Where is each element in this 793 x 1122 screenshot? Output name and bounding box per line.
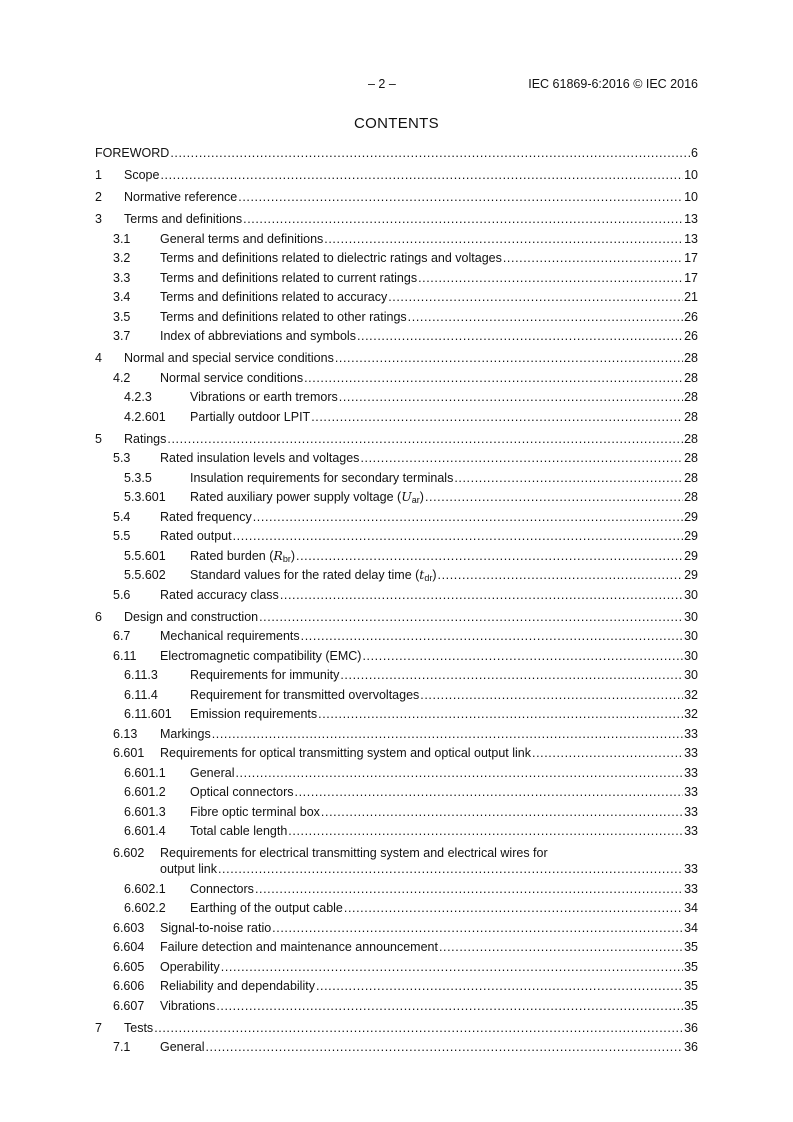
dot-leader (259, 609, 683, 625)
dot-leader (503, 250, 683, 266)
toc-entry-number: 6.13 (113, 726, 138, 741)
toc-entry-number: 3.1 (113, 231, 131, 246)
toc-entry[interactable] (95, 745, 698, 761)
toc-entry[interactable] (95, 409, 698, 425)
toc-entry-number: 6.602.2 (124, 901, 166, 915)
toc-entry-title: Rated frequency (160, 509, 252, 524)
toc-entry-number: 6.601.2 (124, 785, 166, 799)
toc-entry[interactable] (95, 845, 698, 877)
toc-entry-title: Rated insulation levels and voltages (160, 451, 360, 465)
dot-leader (304, 370, 683, 386)
dot-leader (418, 270, 683, 286)
toc-entry[interactable] (95, 270, 698, 286)
toc-entry[interactable] (95, 567, 698, 583)
toc-entry-page: 29 (684, 509, 698, 524)
symbol-subscript: dr (424, 573, 433, 583)
toc-entry[interactable] (95, 231, 698, 247)
dot-leader (167, 431, 683, 447)
dot-leader (362, 648, 683, 664)
toc-entry-title: Optical connectors (190, 785, 294, 799)
toc-entry[interactable] (95, 920, 698, 936)
toc-entry-number: 5.5.601 (124, 548, 166, 563)
dot-leader (233, 528, 684, 544)
toc-entry-page: 29 (684, 548, 698, 563)
toc-entry-page: 32 (684, 707, 698, 721)
toc-entry-number: 7 (95, 1020, 102, 1035)
toc-entry-page: 36 (684, 1040, 698, 1054)
toc-entry-number: 6.606 (113, 979, 145, 993)
dot-leader (296, 548, 683, 564)
toc-entry-page: 34 (684, 920, 698, 935)
toc-entry[interactable] (95, 939, 698, 955)
symbol: R (273, 547, 283, 563)
toc-entry-title: Mechanical requirements (160, 629, 300, 643)
dot-leader (170, 145, 690, 161)
dot-leader (221, 959, 683, 975)
toc-entry-page: 26 (684, 329, 698, 343)
dot-leader (238, 189, 683, 205)
toc-entry[interactable] (95, 823, 698, 839)
toc-entry-page: 28 (684, 490, 698, 504)
dot-leader (160, 167, 683, 183)
toc-entry-title: Insulation requirements for secondary terminals (190, 470, 454, 485)
symbol: U (401, 489, 412, 504)
dot-leader (339, 389, 683, 405)
dot-leader (344, 900, 683, 916)
toc-entry[interactable] (95, 167, 698, 183)
toc-entry-page: 33 (684, 765, 698, 780)
toc-entry-title: Connectors (190, 881, 254, 896)
toc-entry-page: 28 (684, 351, 698, 365)
toc-entry[interactable] (95, 804, 698, 820)
toc-entry[interactable] (95, 211, 698, 227)
toc-entry-title: Terms and definitions (124, 212, 243, 226)
toc-entry[interactable] (95, 587, 698, 603)
toc-entry-title: Rated burden $(R_{br})$ (190, 547, 295, 564)
toc-entry-title: Terms and definitions related to current ratings (160, 270, 418, 285)
toc-entry[interactable] (95, 765, 698, 781)
toc-entry-page: 34 (684, 901, 698, 915)
toc-entry-title: Requirements for immunity (190, 668, 340, 682)
toc-entry-number: 6 (95, 609, 102, 624)
toc-entry-title: Fibre optic terminal box (190, 804, 320, 819)
toc-entry-title: Partially outdoor LPIT (190, 409, 311, 424)
toc-entry-page: 28 (684, 451, 698, 465)
toc-entry-page: 33 (684, 824, 698, 838)
toc-entry[interactable] (95, 309, 698, 325)
toc-entry-number: 2 (95, 190, 102, 204)
toc-entry[interactable] (95, 350, 698, 366)
toc-entry-number: 6.602 (113, 846, 145, 860)
dot-leader (272, 920, 683, 936)
toc-entry-title: Design and construction (124, 609, 259, 624)
toc-entry-number: 5.3.601 (124, 490, 166, 504)
toc-entry-page: 17 (684, 251, 698, 265)
dot-leader (532, 745, 683, 761)
toc-entry-number: 5.5.602 (124, 568, 166, 582)
toc-entry-page: 17 (684, 270, 698, 285)
toc-entry-title: Standard values for the rated delay time $(t_{dr})$ (190, 567, 437, 583)
toc-entry-page: 33 (684, 726, 698, 741)
toc-entry-number: 6.604 (113, 940, 145, 954)
toc-entry-number: 5.6 (113, 587, 131, 602)
toc-entry-page: 29 (684, 529, 698, 543)
toc-entry-title: Normative reference (124, 190, 238, 204)
toc-entry-title: Signal-to-noise ratio (160, 920, 272, 935)
toc-entry-number: 6.602.1 (124, 881, 166, 896)
toc-entry-title: output link (160, 862, 217, 876)
toc-entry-number: 6.11 (113, 648, 137, 663)
toc-entry-page: 30 (684, 587, 698, 602)
toc-entry-title: Rated auxiliary power supply voltage $(U_{ar})$ (190, 489, 424, 505)
toc-entry-title: Rated output (160, 529, 232, 543)
toc-entry[interactable] (95, 328, 698, 344)
toc-entry-number: 6.11.3 (124, 668, 158, 682)
toc-entry[interactable] (95, 881, 698, 897)
toc-entry[interactable] (95, 509, 698, 525)
toc-entry[interactable] (95, 784, 698, 800)
toc-entry-page: 6 (691, 146, 698, 160)
dot-leader (280, 587, 683, 603)
dot-leader (235, 765, 683, 781)
dot-leader (324, 231, 683, 247)
toc-entry-number: 6.601 (113, 746, 145, 760)
toc-entry-title: Failure detection and maintenance announcement (160, 940, 438, 954)
toc-entry[interactable] (95, 687, 698, 703)
toc-entry[interactable] (95, 289, 698, 305)
toc-entry[interactable] (95, 667, 698, 683)
toc-entry-title: Requirements for optical transmitting system and optical output link (160, 746, 532, 760)
toc-entry-number: 4.2 (113, 370, 131, 385)
toc-entry-number: 3.3 (113, 270, 131, 285)
toc-entry-title: Requirement for transmitted overvoltages (190, 687, 420, 702)
toc-entry-page: 35 (684, 940, 698, 954)
toc-entry-title: Rated accuracy class (160, 587, 279, 602)
toc-entry[interactable] (95, 609, 698, 625)
toc-entry[interactable] (95, 145, 698, 161)
toc-entry-title: Terms and definitions related to dielectric ratings and voltages (160, 251, 502, 265)
dot-leader (255, 881, 683, 897)
dot-leader (295, 784, 684, 800)
dot-leader (218, 861, 683, 877)
dot-leader (335, 350, 683, 366)
toc-entry-number: 1 (95, 168, 102, 182)
toc-entry-number: 4 (95, 351, 102, 365)
toc-entry-title: Electromagnetic compatibility (EMC) (160, 648, 362, 663)
toc-entry[interactable] (95, 450, 698, 466)
dot-leader (340, 667, 683, 683)
symbol-subscript: ar (411, 495, 420, 505)
symbol: t (419, 567, 425, 582)
toc-entry[interactable] (95, 1020, 698, 1036)
toc-entry-number: 3.4 (113, 290, 131, 304)
toc-entry[interactable] (95, 726, 698, 742)
toc-entry-number: 6.601.1 (124, 765, 166, 780)
toc-entry-title: Index of abbreviations and symbols (160, 329, 356, 343)
toc-entry-number: 6.607 (113, 998, 145, 1013)
toc-entry-page: 28 (684, 409, 698, 424)
toc-entry[interactable] (95, 389, 698, 405)
toc-entry[interactable] (95, 1039, 698, 1055)
toc-entry-page: 30 (684, 609, 698, 624)
toc-entry-number: 5.3.5 (124, 470, 152, 485)
toc-entry-page: 26 (684, 309, 698, 324)
toc-entry[interactable] (95, 978, 698, 994)
toc-entry-title: General (160, 1040, 205, 1054)
toc-entry-page: 28 (684, 370, 698, 385)
toc-entry-number: 3.7 (113, 329, 131, 343)
dot-leader (420, 687, 683, 703)
toc-entry[interactable] (95, 548, 698, 564)
dot-leader (216, 998, 683, 1014)
toc-entry-number: 6.11.4 (124, 687, 158, 702)
toc-entry-page: 35 (684, 998, 698, 1013)
page-number: – 2 – (368, 77, 396, 91)
toc-entry-number: 5 (95, 431, 102, 446)
dot-leader (454, 470, 683, 486)
toc-entry-page: 30 (684, 668, 698, 682)
toc-entry-page: 29 (684, 568, 698, 582)
toc-entry-number: 5.5 (113, 529, 131, 543)
toc-entry[interactable] (95, 998, 698, 1014)
toc-entry-number: 3.5 (113, 309, 131, 324)
dot-leader (288, 823, 683, 839)
toc-entry-page: 30 (684, 629, 698, 643)
toc-entry-number: 6.11.601 (124, 707, 172, 721)
toc-entry-page: 33 (684, 746, 698, 760)
toc-entry-title: Operability (160, 959, 220, 974)
toc-entry-page: 28 (684, 390, 698, 404)
toc-entry-title: Markings (160, 726, 211, 741)
dot-leader (253, 509, 683, 525)
toc-entry-number: 6.7 (113, 629, 131, 643)
dot-leader (357, 328, 683, 344)
toc-entry-page: 28 (684, 431, 698, 446)
toc-entry-title: General terms and definitions (160, 231, 324, 246)
toc-entry-page: 35 (684, 979, 698, 993)
toc-entry-number: 5.3 (113, 451, 131, 465)
symbol-subscript: br (282, 553, 291, 564)
toc-entry-title: Vibrations (160, 998, 216, 1013)
toc-entry-title: Emission requirements (190, 707, 318, 721)
toc-entry-number: 6.601.3 (124, 804, 166, 819)
page-title: CONTENTS (354, 115, 439, 132)
toc-entry-title: Vibrations or earth tremors (190, 390, 338, 404)
toc-entry-page: 10 (684, 168, 698, 182)
toc-entry-title: Normal service conditions (160, 370, 304, 385)
toc-entry-title: Terms and definitions related to other ratings (160, 309, 407, 324)
dot-leader (311, 409, 683, 425)
dot-leader (438, 567, 684, 583)
toc-entry-page: 33 (684, 785, 698, 799)
toc-entry-page: 33 (684, 881, 698, 896)
toc-entry-page: 35 (684, 959, 698, 974)
toc-entry-title: Total cable length (190, 824, 288, 838)
toc-entry-page: 13 (684, 231, 698, 246)
dot-leader (439, 939, 683, 955)
toc-entry-page: 21 (684, 290, 698, 304)
toc-entry-number: 5.4 (113, 509, 131, 524)
toc-entry-title: General (190, 765, 235, 780)
toc-entry-page: 13 (684, 212, 698, 226)
dot-leader (360, 450, 683, 466)
dot-leader (205, 1039, 683, 1055)
document-reference: IEC 61869-6:2016 © IEC 2016 (528, 77, 698, 91)
dot-leader (388, 289, 683, 305)
toc-entry[interactable] (95, 900, 698, 916)
toc-entry[interactable] (95, 189, 698, 205)
toc-entry-number: 7.1 (113, 1040, 131, 1054)
toc-entry[interactable] (95, 648, 698, 664)
toc-entry[interactable] (95, 470, 698, 486)
toc-entry-title: Reliability and dependability (160, 979, 315, 993)
toc-entry-page: 36 (684, 1020, 698, 1035)
toc-entry-number: 4.2.601 (124, 409, 166, 424)
toc-entry-number: 3.2 (113, 251, 131, 265)
dot-leader (301, 628, 683, 644)
toc-entry[interactable] (95, 706, 698, 722)
toc-entry-title: Terms and definitions related to accuracy (160, 290, 388, 304)
dot-leader (212, 726, 683, 742)
toc-entry-title-first-line: Requirements for electrical transmitting system and electrical wires for (160, 846, 548, 860)
toc-entry[interactable] (95, 959, 698, 975)
table-of-contents (95, 145, 698, 1055)
dot-leader (318, 706, 683, 722)
toc-entry-number: 6.601.4 (124, 824, 166, 838)
toc-entry-title: Normal and special service conditions (124, 351, 334, 365)
toc-entry-number: 3 (95, 212, 102, 226)
toc-entry-page: 33 (684, 804, 698, 819)
toc-entry-page: 32 (684, 687, 698, 702)
dot-leader (316, 978, 683, 994)
toc-entry[interactable] (95, 370, 698, 386)
dot-leader (425, 489, 683, 505)
dot-leader (154, 1020, 683, 1036)
toc-entry-page: 10 (684, 190, 698, 204)
toc-entry-page: 28 (684, 470, 698, 485)
toc-entry-title: Tests (124, 1020, 154, 1035)
toc-entry[interactable] (95, 431, 698, 447)
toc-entry[interactable] (95, 489, 698, 505)
toc-entry-title: Earthing of the output cable (190, 901, 343, 915)
toc-entry-title: Scope (124, 168, 160, 182)
dot-leader (243, 211, 683, 227)
dot-leader (408, 309, 683, 325)
toc-entry[interactable] (95, 528, 698, 544)
toc-entry[interactable] (95, 250, 698, 266)
toc-entry-title: FOREWORD (95, 146, 170, 160)
toc-entry-page: 33 (684, 862, 698, 876)
toc-entry-number: 6.605 (113, 959, 145, 974)
dot-leader (321, 804, 683, 820)
toc-entry-page: 30 (684, 648, 698, 663)
toc-entry-title: Ratings (124, 431, 167, 446)
toc-entry-number: 4.2.3 (124, 390, 152, 404)
toc-entry-number: 6.603 (113, 920, 145, 935)
toc-entry[interactable] (95, 628, 698, 644)
